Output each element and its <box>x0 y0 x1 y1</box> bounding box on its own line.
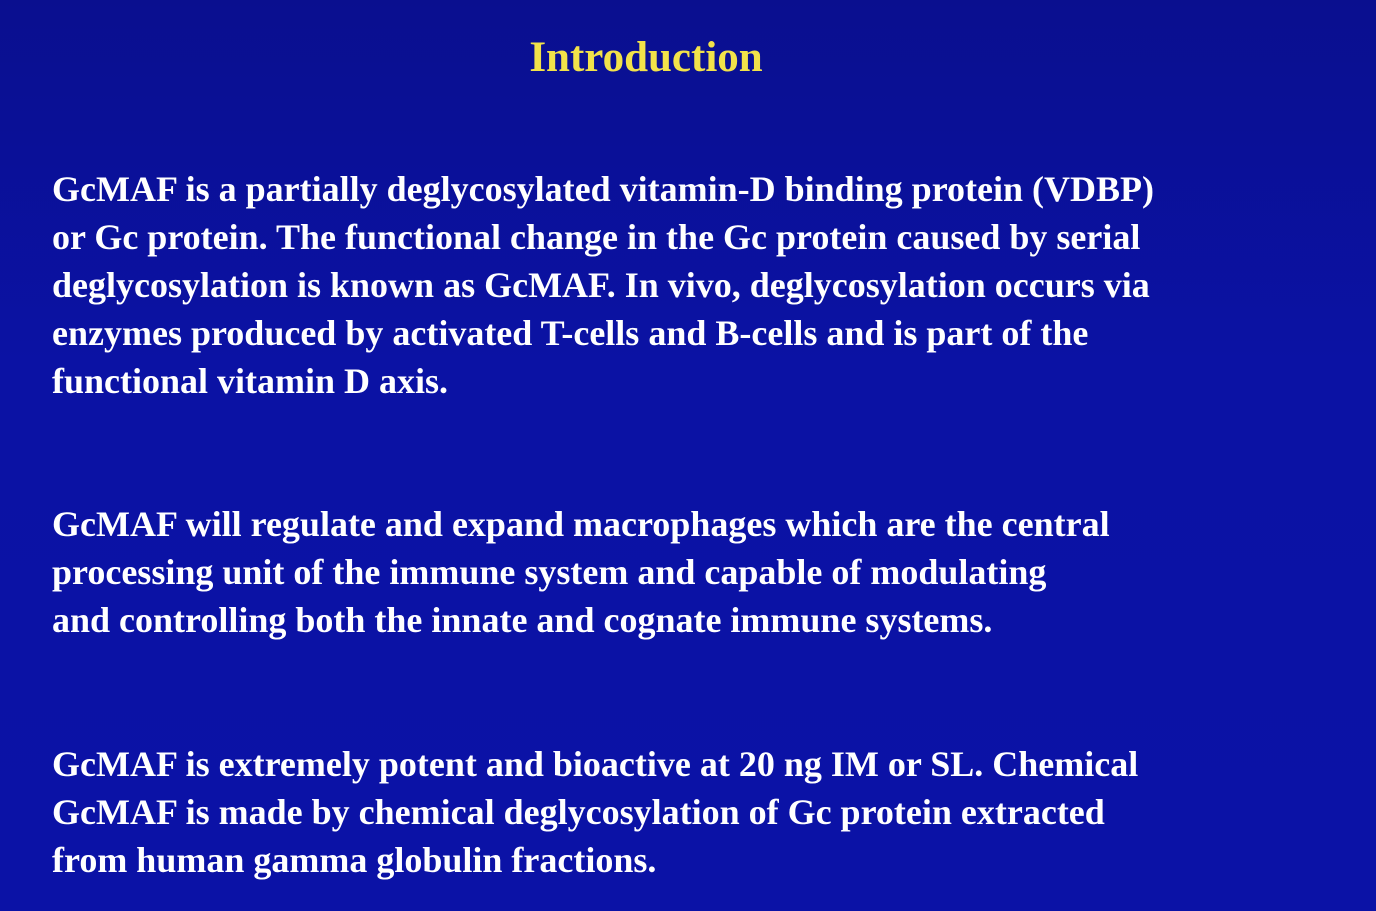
paragraph-line: functional vitamin D axis. <box>52 361 449 401</box>
paragraph-line: processing unit of the immune system and capable of modulating <box>52 552 1047 592</box>
paragraph-line: GcMAF will regulate and expand macrophages which are the central <box>52 504 1110 544</box>
paragraph-line: or Gc protein. The functional change in the Gc protein caused by serial <box>52 217 1141 257</box>
paragraph-line: and controlling both the innate and cognate immune systems. <box>52 600 993 640</box>
paragraph-line: deglycosylation is known as GcMAF. In vivo, deglycosylation occurs via <box>52 265 1150 305</box>
paragraph-line: GcMAF is extremely potent and bioactive at 20 ng IM or SL. Chemical <box>52 744 1139 784</box>
paragraph-line: GcMAF is a partially deglycosylated vitamin-D binding protein (VDBP) <box>52 169 1154 209</box>
paragraph-definition <box>52 165 1332 405</box>
paragraph-line: GcMAF is made by chemical deglycosylation of Gc protein extracted <box>52 792 1105 832</box>
paragraph-line: enzymes produced by activated T-cells and B-cells and is part of the <box>52 313 1089 353</box>
slide-title: Introduction <box>529 34 763 81</box>
paragraph-line: from human gamma globulin fractions. <box>52 840 657 880</box>
paragraph-macrophages <box>52 500 1332 644</box>
paragraph-potency <box>52 740 1332 884</box>
